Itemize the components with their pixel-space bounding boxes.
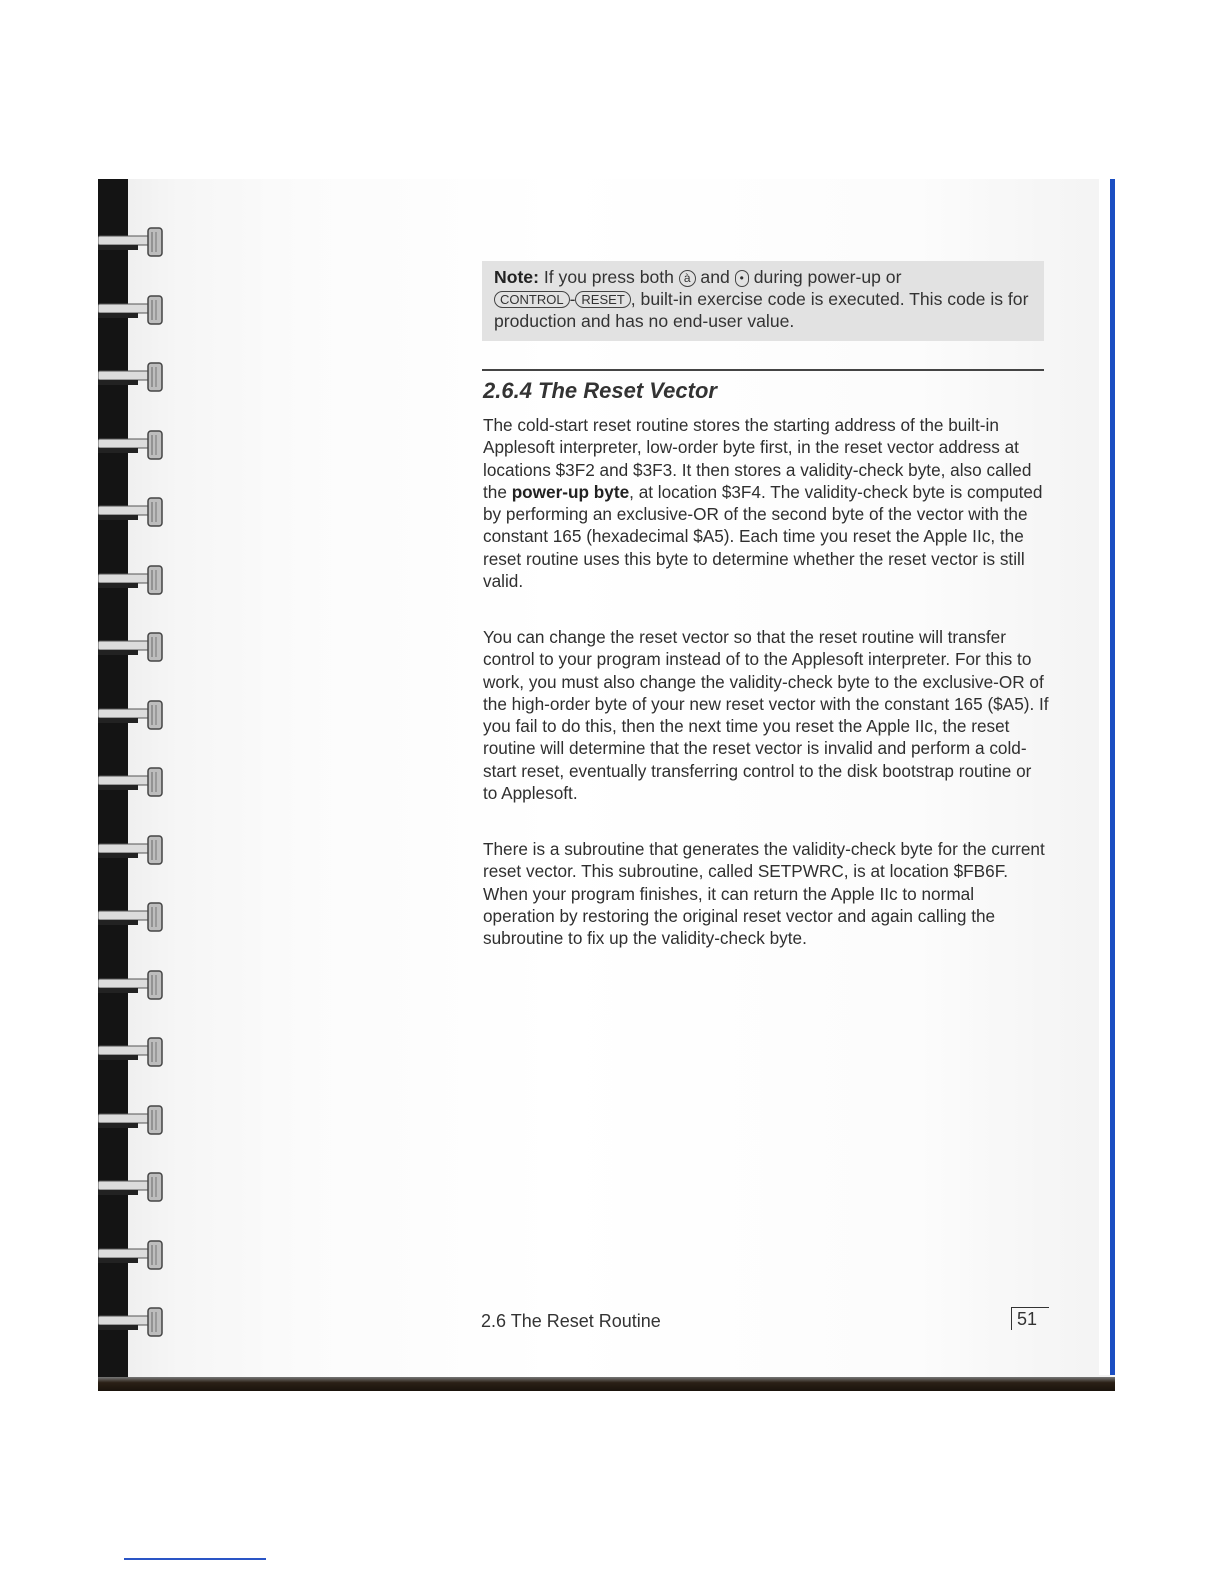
note-text-4: , built-in exercise code is executed. This code is for production and has no end-user value. [494, 289, 1029, 331]
paragraph-3: There is a subroutine that generates the validity-check byte for the current reset vector. This subroutine, called SETPWRC, is at location $FB6F. When your program finishes, it can return the Apple IIc to normal operation by restoring the original reset vector and again calling the subroutine to fix up the validity-check byte. [483, 839, 1045, 949]
binding-ring-icon [98, 629, 168, 669]
binding-ring-icon [98, 1237, 168, 1277]
section-heading: 2.6.4 The Reset Vector [483, 378, 717, 403]
binding-ring-icon [98, 832, 168, 872]
page-bottom-shadow [98, 1377, 1115, 1391]
closed-apple-key-icon: • [735, 270, 749, 287]
binding-ring-icon [98, 899, 168, 939]
open-apple-key-icon: à [679, 270, 696, 287]
note-label: Note: [494, 267, 539, 287]
binding-ring-icon [98, 359, 168, 399]
binding-ring-icon [98, 697, 168, 737]
control-key-icon: CONTROL [494, 291, 570, 308]
binding-ring-icon [98, 1304, 168, 1344]
binding-ring-icon [98, 494, 168, 534]
paragraph-1-part-1: The cold-start reset routine stores the starting address of the built-in Applesoft interpreter, low-order byte first, in the reset vector address at locations $3F2 and $3F3. It then stores a validity-check byte, also called the [483, 415, 1032, 502]
reset-key-icon: RESET [575, 291, 630, 308]
binding-ring-icon [98, 967, 168, 1007]
footer-section-title: 2.6 The Reset Routine [481, 1311, 661, 1331]
underline-line [124, 1558, 266, 1560]
paragraph-1 [483, 414, 1049, 592]
note-text: Note: If you press both à and • during power-up or CONTROL - RESET , built-in exercise code is executed. This code is for production and has no end-user value. [494, 267, 1029, 331]
binding-ring-icon [98, 224, 168, 264]
note-box [482, 261, 1044, 341]
binding-ring-icon [98, 1102, 168, 1142]
binding-ring-icon [98, 1169, 168, 1209]
blue-page-edge [1110, 179, 1115, 1375]
note-text-1: If you press both [543, 267, 674, 287]
paragraph-2: You can change the reset vector so that the reset routine will transfer control to your program instead of to the Applesoft interpreter. For this to work, you must also change the validity-check byte to the exclusive-OR of the high-order byte of your new reset vector with the constant 165 ($A5). If you fail to do this, then the next time you reset the Apple IIc, the reset routine will determine that the reset vector is invalid and perform a cold-start reset, eventually transferring control to the disk bootstrap routine or to Applesoft. [483, 627, 1049, 804]
scanned-page [98, 179, 1115, 1391]
binding-ring-icon [98, 292, 168, 332]
binding-ring-icon [98, 562, 168, 602]
paragraph-1-part-2: , at location $3F4. The validity-check byte is computed by performing an exclusive-OR of the second byte of the vector with the constant 165 (hexadecimal $A5). Each time you reset the Apple IIc, the reset routine uses this byte to determine whether the reset vector is still valid. [483, 481, 1043, 592]
note-text-2: and [700, 267, 730, 287]
binding-ring-icon [98, 764, 168, 804]
binding-ring-icon [98, 1034, 168, 1074]
power-up-byte-term: power-up byte [511, 481, 630, 502]
page-number: 51 [1011, 1307, 1049, 1330]
note-text-3: during power-up or [753, 267, 902, 287]
binding-ring-icon [98, 427, 168, 467]
section-divider [482, 369, 1044, 371]
